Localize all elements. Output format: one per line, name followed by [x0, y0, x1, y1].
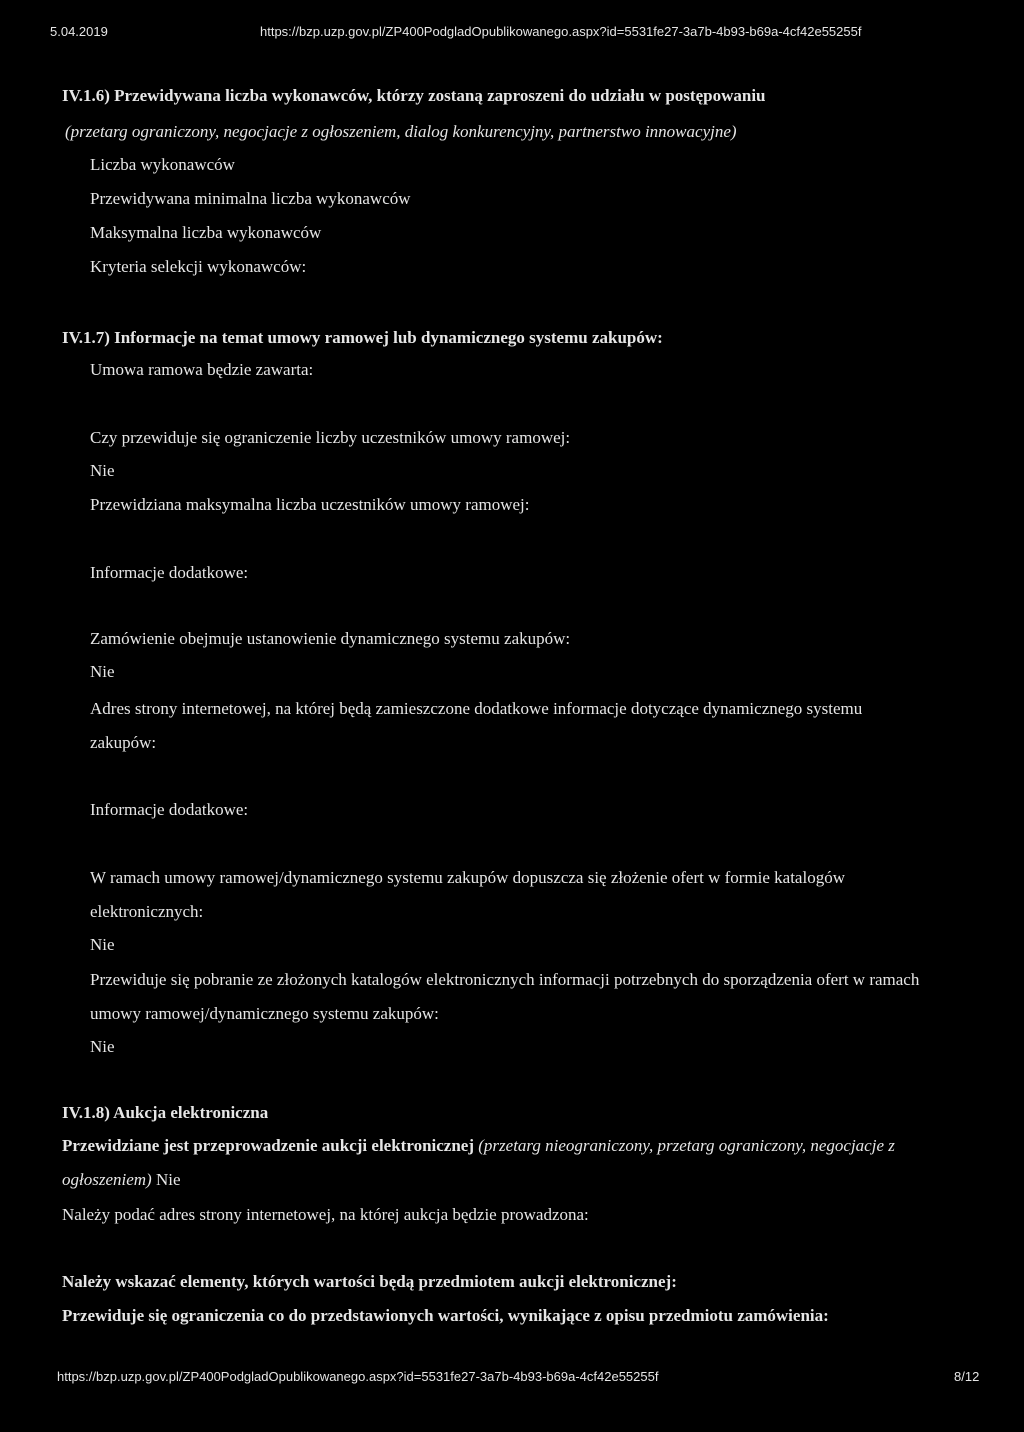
auction-question-note-cont: ogłoszeniem) — [62, 1170, 152, 1189]
dps-url-question-cont: zakupów: — [90, 733, 157, 752]
participants-limit-answer: Nie — [90, 461, 115, 480]
page-number: 8/12 — [954, 1369, 980, 1384]
additional-info-label-2: Informacje dodatkowe: — [90, 800, 249, 819]
auction-question-note: (przetarg nieograniczony, przetarg ograniczony, negocjacje z — [478, 1136, 895, 1155]
auction-question-bold: Przewidziane jest przeprowadzenie aukcji elektronicznej — [62, 1136, 474, 1155]
auction-question — [62, 1136, 895, 1156]
dps-url-question: Adres strony internetowej, na której będą zamieszczone dodatkowe informacje dotyczące dynamicznego systemu — [90, 699, 863, 718]
additional-info-label-1: Informacje dodatkowe: — [90, 563, 249, 582]
auction-elements-label: Należy wskazać elementy, których wartości będą przedmiotem aukcji elektronicznej: — [62, 1272, 677, 1291]
max-participants-label: Przewidziana maksymalna liczba uczestników umowy ramowej: — [90, 495, 530, 514]
catalog-fetch-question: Przewiduje się pobranie ze złożonych katalogów elektronicznych informacji potrzebnych do sporządzenia ofert w ramach — [90, 970, 920, 989]
page-url-header: https://bzp.uzp.gov.pl/ZP400PodgladOpublikowanego.aspx?id=5531fe27-3a7b-4b93-b69a-4cf42e55255f — [260, 24, 862, 39]
dps-answer: Nie — [90, 662, 115, 681]
min-contractors-label: Przewidywana minimalna liczba wykonawców — [90, 189, 411, 208]
value-limits-label: Przewiduje się ograniczenia co do przedstawionych wartości, wynikające z opisu przedmiotu zamówienia: — [62, 1306, 829, 1325]
auction-url-label: Należy podać adres strony internetowej, na której aukcja będzie prowadzona: — [62, 1205, 589, 1224]
section-iv-1-6-title: IV.1.6) Przewidywana liczba wykonawców, którzy zostaną zaproszeni do udziału w postępowaniu — [62, 86, 766, 105]
section-iv-1-8-title: IV.1.8) Aukcja elektroniczna — [62, 1103, 269, 1122]
print-date: 5.04.2019 — [50, 24, 108, 39]
auction-question-cont — [62, 1170, 181, 1190]
catalog-question-cont: elektronicznych: — [90, 902, 204, 921]
max-contractors-label: Maksymalna liczba wykonawców — [90, 223, 322, 242]
contractors-count-label: Liczba wykonawców — [90, 155, 235, 174]
catalog-fetch-answer: Nie — [90, 1037, 115, 1056]
catalog-question: W ramach umowy ramowej/dynamicznego systemu zakupów dopuszcza się złożenie ofert w formie katalogów — [90, 868, 845, 887]
auction-answer: Nie — [155, 1170, 181, 1189]
selection-criteria-label: Kryteria selekcji wykonawców: — [90, 257, 307, 276]
section-iv-1-7-title: IV.1.7) Informacje na temat umowy ramowej lub dynamicznego systemu zakupów: — [62, 328, 663, 347]
section-iv-1-6-note: (przetarg ograniczony, negocjacje z ogłoszeniem, dialog konkurencyjny, partnerstwo innowacyjne) — [65, 122, 737, 141]
participants-limit-question: Czy przewiduje się ograniczenie liczby uczestników umowy ramowej: — [90, 428, 571, 447]
framework-agreement-label: Umowa ramowa będzie zawarta: — [90, 360, 314, 379]
dps-question: Zamówienie obejmuje ustanowienie dynamicznego systemu zakupów: — [90, 629, 571, 648]
catalog-answer: Nie — [90, 935, 115, 954]
page-url-footer: https://bzp.uzp.gov.pl/ZP400PodgladOpublikowanego.aspx?id=5531fe27-3a7b-4b93-b69a-4cf42e55255f — [57, 1369, 659, 1384]
catalog-fetch-question-cont: umowy ramowej/dynamicznego systemu zakupów: — [90, 1004, 439, 1023]
